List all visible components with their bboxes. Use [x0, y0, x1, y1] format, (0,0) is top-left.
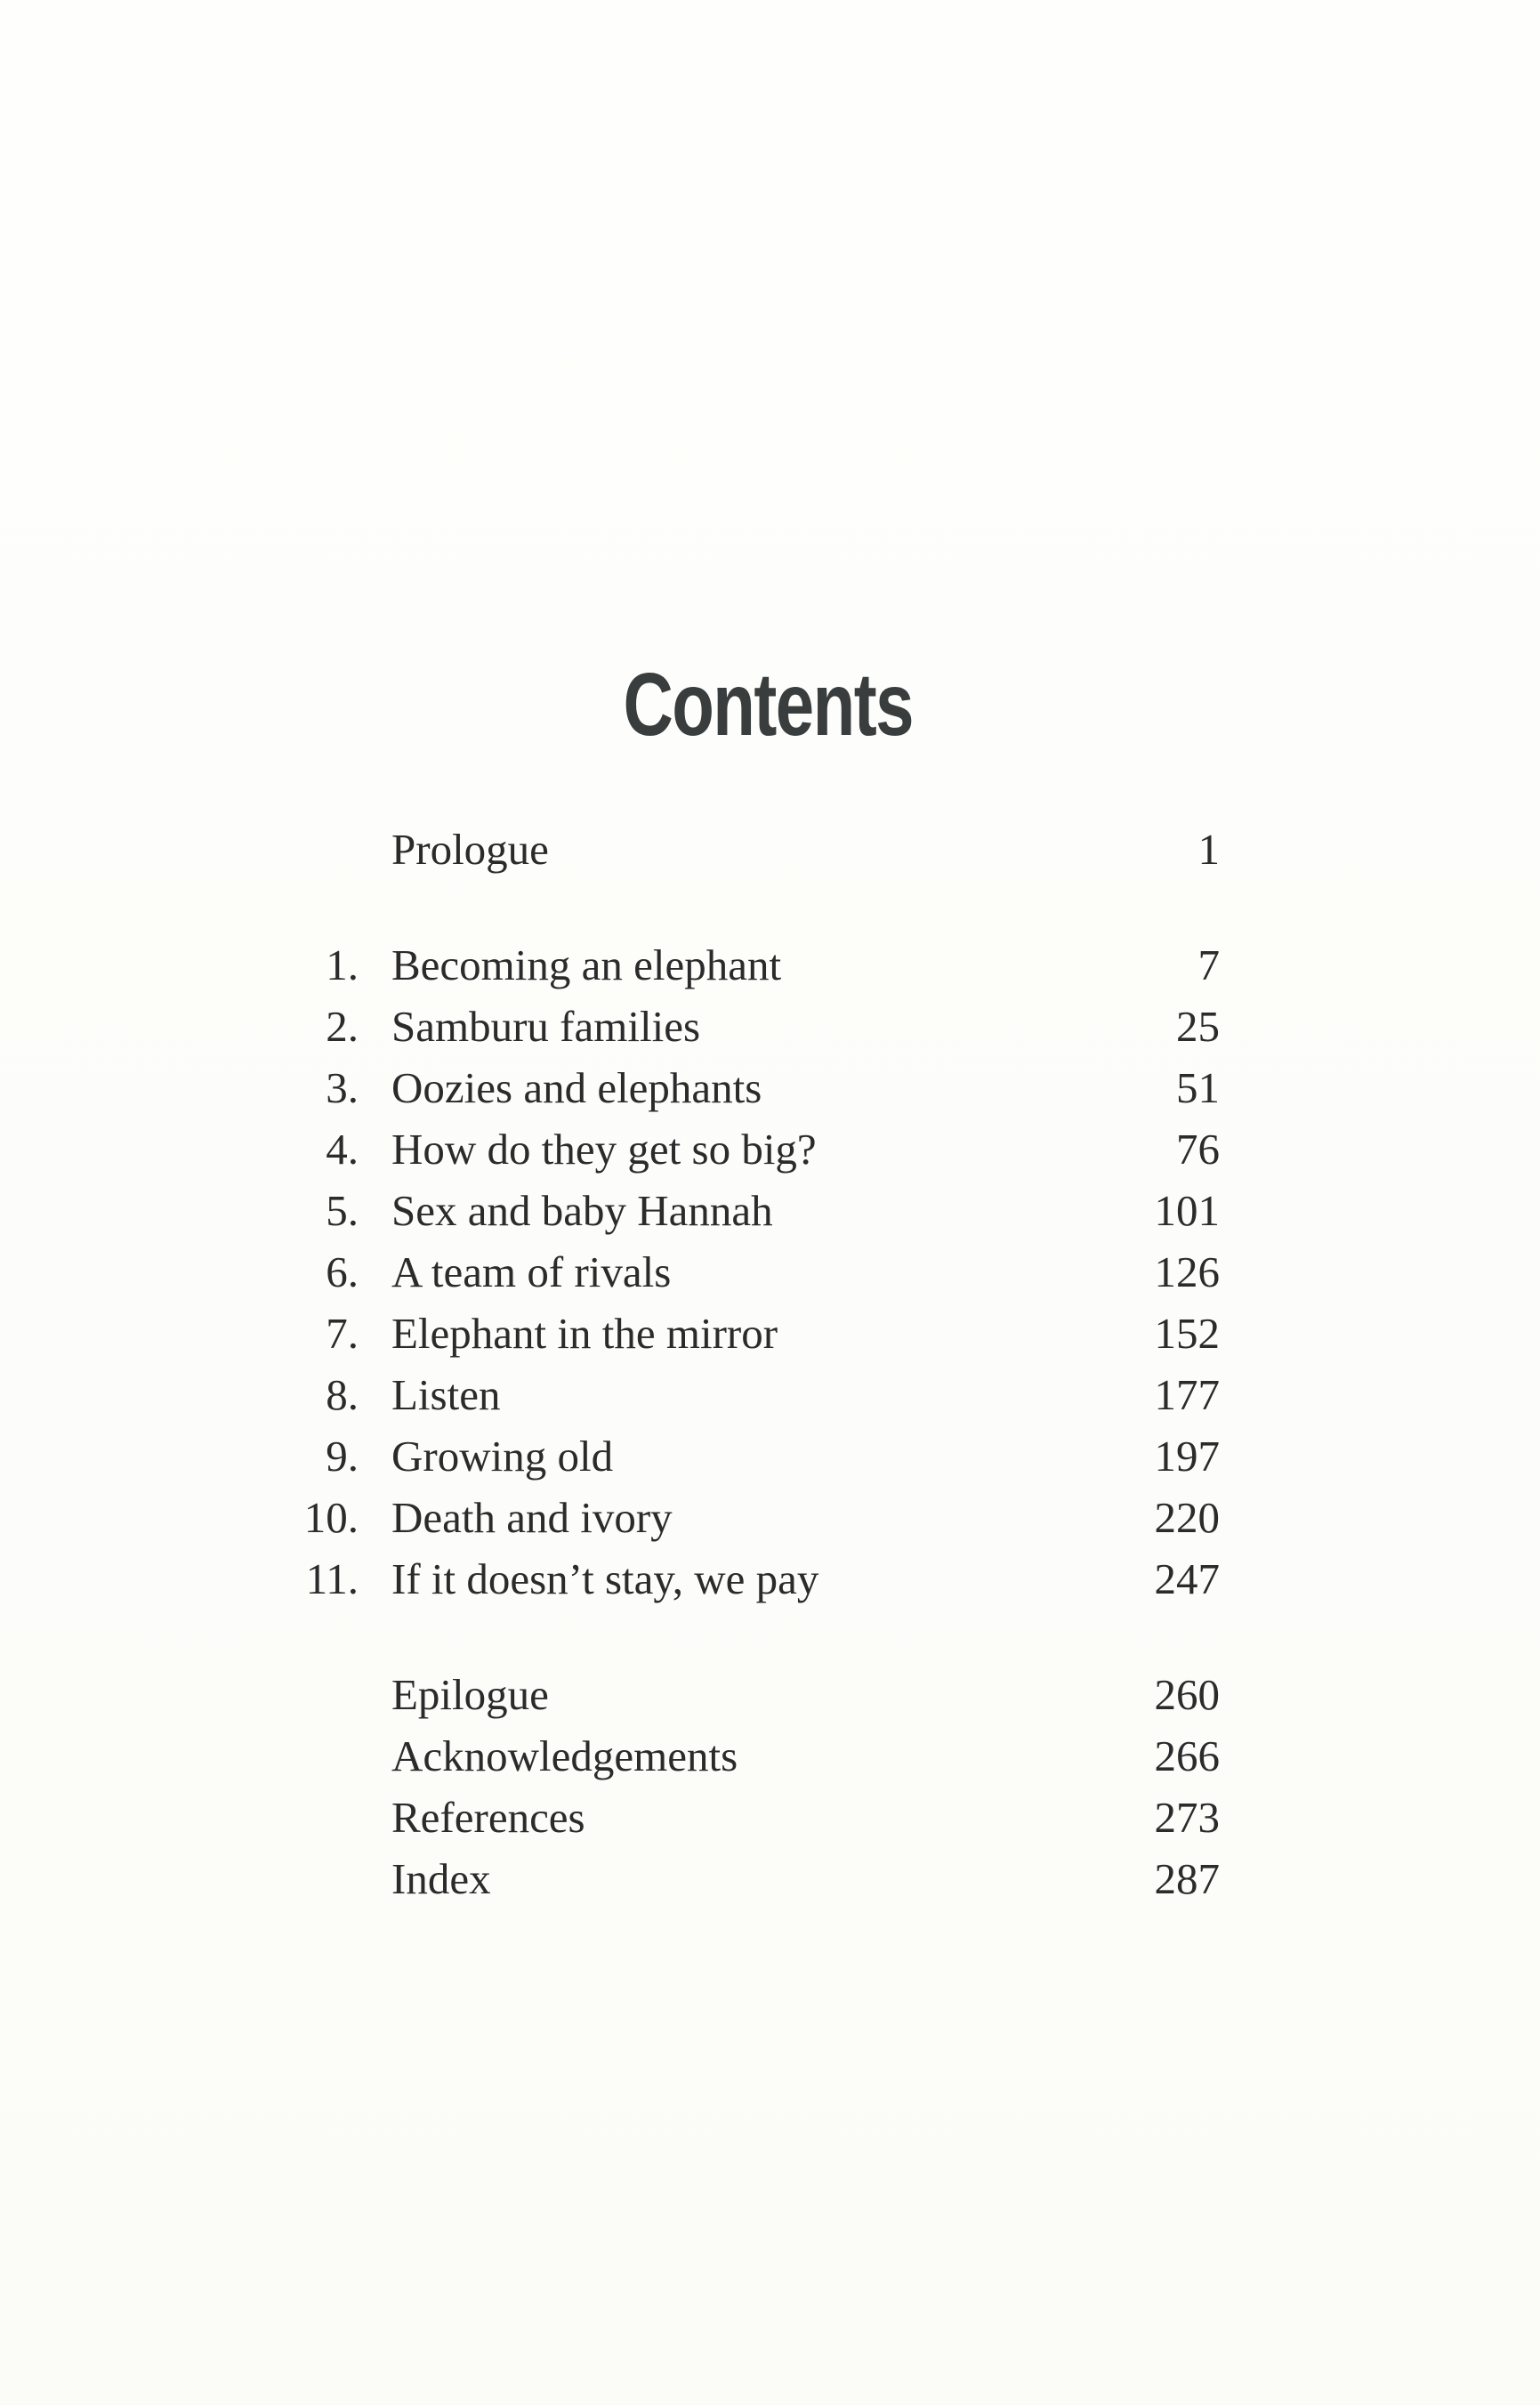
- toc-entry-title: Elephant in the mirror: [391, 1309, 778, 1358]
- toc-entry-page: 273: [1154, 1793, 1220, 1842]
- toc-entry-number: 4.: [326, 1125, 359, 1174]
- toc-entry-number: 6.: [326, 1247, 359, 1296]
- toc-entry-title: Index: [391, 1854, 491, 1903]
- toc-entry-page: 25: [1176, 1002, 1220, 1051]
- toc-entry-chapter-10: [0, 1487, 1540, 1549]
- toc-entry-chapter-1: [0, 934, 1540, 997]
- toc-entry-chapter-3: [0, 1057, 1540, 1119]
- toc-entry-number: 7.: [326, 1309, 359, 1358]
- toc-entry-chapter-9: [0, 1425, 1540, 1488]
- toc-entry-number: 3.: [326, 1063, 359, 1112]
- toc-entry-title: Death and ivory: [391, 1493, 673, 1542]
- toc-entry-number: 10.: [303, 1493, 359, 1542]
- toc-entry-title: Becoming an elephant: [391, 940, 782, 989]
- toc-entry-number: 9.: [326, 1432, 359, 1481]
- toc-entry-number: 11.: [305, 1554, 359, 1603]
- toc-entry-title: Acknowledgements: [391, 1731, 738, 1780]
- toc-entry-chapter-4: [0, 1118, 1540, 1181]
- toc-entry-prologue: [0, 819, 1540, 881]
- toc-entry-acknowledgements: [0, 1725, 1540, 1788]
- contents-title: Contents: [623, 655, 913, 755]
- toc-entry-title: Samburu families: [391, 1002, 701, 1051]
- toc-entry-title: If it doesn’t stay, we pay: [391, 1554, 819, 1603]
- toc-entry-page: 126: [1154, 1247, 1220, 1296]
- toc-entry-index: [0, 1848, 1540, 1910]
- toc-entry-page: 152: [1154, 1309, 1220, 1358]
- toc-entry-page: 220: [1154, 1493, 1220, 1542]
- toc-entry-title: Growing old: [391, 1432, 614, 1481]
- toc-entry-title: Listen: [391, 1370, 501, 1419]
- toc-entry-title: Prologue: [391, 825, 549, 874]
- toc-entry-title: Sex and baby Hannah: [391, 1186, 773, 1235]
- toc-entry-page: 287: [1154, 1854, 1220, 1903]
- toc-entry-chapter-7: [0, 1303, 1540, 1365]
- toc-entry-title: How do they get so big?: [391, 1125, 817, 1174]
- toc-entry-number: 8.: [326, 1370, 359, 1419]
- toc-entry-page: 266: [1154, 1731, 1220, 1780]
- toc-entry-page: 247: [1154, 1554, 1220, 1603]
- toc-entry-page: 260: [1154, 1670, 1220, 1719]
- toc-entry-number: 1.: [326, 940, 359, 989]
- toc-entry-page: 177: [1154, 1370, 1220, 1419]
- toc-entry-title: A team of rivals: [391, 1247, 672, 1296]
- toc-entry-title: Epilogue: [391, 1670, 549, 1719]
- toc-entry-chapter-8: [0, 1364, 1540, 1426]
- toc-entry-page: 1: [1197, 825, 1220, 874]
- toc-entry-page: 51: [1176, 1063, 1220, 1112]
- toc-entry-page: 7: [1197, 940, 1220, 989]
- toc-entry-number: 5.: [326, 1186, 359, 1235]
- toc-entry-chapter-5: [0, 1180, 1540, 1242]
- toc-entry-epilogue: [0, 1664, 1540, 1726]
- toc-entry-chapter-6: [0, 1241, 1540, 1303]
- toc-entry-references: [0, 1787, 1540, 1849]
- toc-entry-title: References: [391, 1793, 585, 1842]
- toc-entry-page: 101: [1154, 1186, 1220, 1235]
- toc-entry-chapter-11: [0, 1548, 1540, 1610]
- toc-entry-page: 76: [1176, 1125, 1220, 1174]
- toc-entry-title: Oozies and elephants: [391, 1063, 762, 1112]
- toc-entry-number: 2.: [326, 1002, 359, 1051]
- toc-entry-chapter-2: [0, 996, 1540, 1058]
- toc-entry-page: 197: [1154, 1432, 1220, 1481]
